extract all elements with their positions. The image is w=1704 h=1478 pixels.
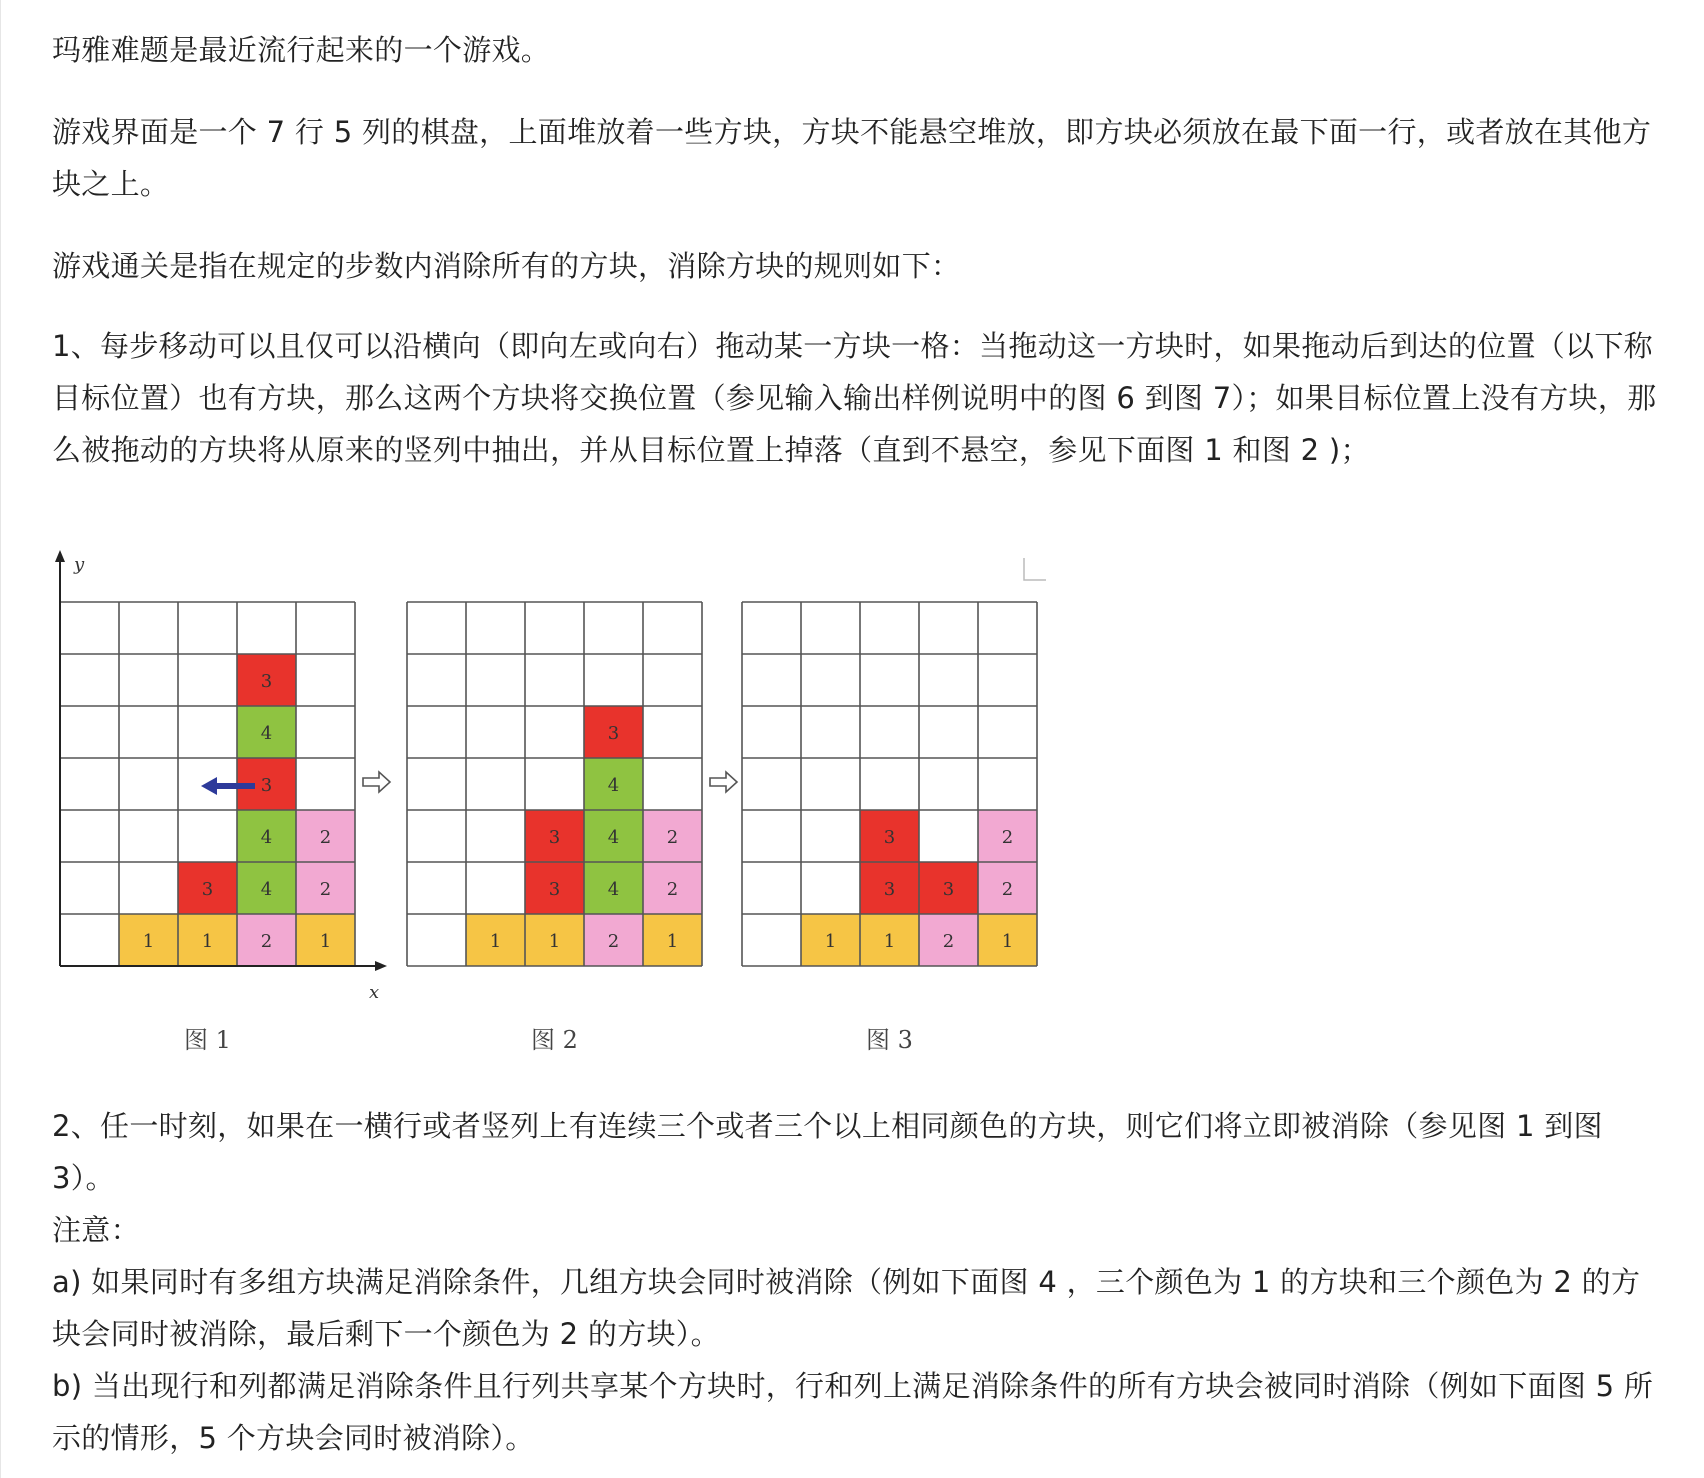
block-label: 1: [319, 931, 332, 952]
transition-arrow-icon: [363, 772, 390, 792]
block-label: 3: [883, 879, 896, 900]
figure-caption: 图 2: [531, 1026, 578, 1054]
block-label: 4: [260, 723, 273, 744]
corner-mark: [1024, 558, 1046, 580]
block-label: 4: [607, 775, 620, 796]
block-label: 3: [548, 827, 561, 848]
block-label: 3: [260, 775, 273, 796]
block-label: 3: [548, 879, 561, 900]
rule-1-paragraph: 1、每步移动可以且仅可以沿横向（即向左或向右）拖动某一方块一格：当拖动这一方块时，如果拖动后到达的位置（以下称目标位置）也有方块，那么这两个方块将交换位置（参见输入输出样例说明中的图 6 到图 7）；如果目标位置上没有方块，那么被拖动的方块将从原来的竖列中抽出，并从目标位置上掉落（直到不悬空，参见下面图 1 和图 2 )；: [52, 329, 1657, 467]
rule-2-paragraph: 2、任一时刻，如果在一横行或者竖列上有连续三个或者三个以上相同颜色的方块，则它们将立即被消除（参见图 1 到图 3）。: [52, 1109, 1603, 1195]
block-label: 1: [489, 931, 502, 952]
block-label: 2: [666, 827, 679, 848]
clear-goal-paragraph: 游戏通关是指在规定的步数内消除所有的方块，消除方块的规则如下：: [52, 249, 961, 283]
note-a-paragraph: a) 如果同时有多组方块满足消除条件，几组方块会同时被消除（例如下面图 4 ，三个颜色为 1 的方块和三个颜色为 2 的方块会同时被消除，最后剩下一个颜色为 2 的方块）。: [52, 1265, 1641, 1351]
board-description-paragraph: 游戏界面是一个 7 行 5 列的棋盘，上面堆放着一些方块，方块不能悬空堆放，即方块必须放在最下面一行，或者放在其他方块之上。: [52, 115, 1652, 201]
block-label: 2: [666, 879, 679, 900]
x-axis-label: x: [369, 982, 380, 1003]
block-label: 4: [607, 879, 620, 900]
block-label: 2: [1001, 827, 1014, 848]
y-axis-arrow-icon: [55, 550, 65, 562]
block-label: 4: [260, 827, 273, 848]
block-label: 1: [1001, 931, 1014, 952]
figure-caption: 图 3: [866, 1026, 913, 1054]
block-label: 4: [607, 827, 620, 848]
intro-paragraph: 玛雅难题是最近流行起来的一个游戏。: [52, 33, 551, 67]
page-left-border: [0, 0, 1, 1478]
block-label: 3: [607, 723, 620, 744]
block-label: 4: [260, 879, 273, 900]
block-label: 2: [260, 931, 273, 952]
block-label: 2: [319, 827, 332, 848]
block-label: 2: [1001, 879, 1014, 900]
block-label: 2: [607, 931, 620, 952]
transition-arrow-icon: [710, 772, 737, 792]
block-label: 1: [548, 931, 561, 952]
block-label: 2: [942, 931, 955, 952]
note-heading: 注意：: [52, 1213, 140, 1247]
block-label: 3: [201, 879, 214, 900]
block-label: 2: [319, 879, 332, 900]
block-label: 1: [201, 931, 214, 952]
y-axis-label: y: [74, 554, 85, 575]
block-label: 3: [883, 827, 896, 848]
block-label: 1: [883, 931, 896, 952]
figure-caption: 图 1: [184, 1026, 231, 1054]
note-b-paragraph: b) 当出现行和列都满足消除条件且行列共享某个方块时，行和列上满足消除条件的所有方块会被同时消除（例如下面图 5 所示的情形，5 个方块会同时被消除）。: [52, 1369, 1654, 1455]
block-label: 1: [666, 931, 679, 952]
block-label: 3: [942, 879, 955, 900]
figures-1-to-3: [52, 550, 1152, 1060]
block-label: 3: [260, 671, 273, 692]
block-label: 1: [824, 931, 837, 952]
x-axis-arrow-icon: [375, 961, 387, 971]
block-label: 1: [142, 931, 155, 952]
